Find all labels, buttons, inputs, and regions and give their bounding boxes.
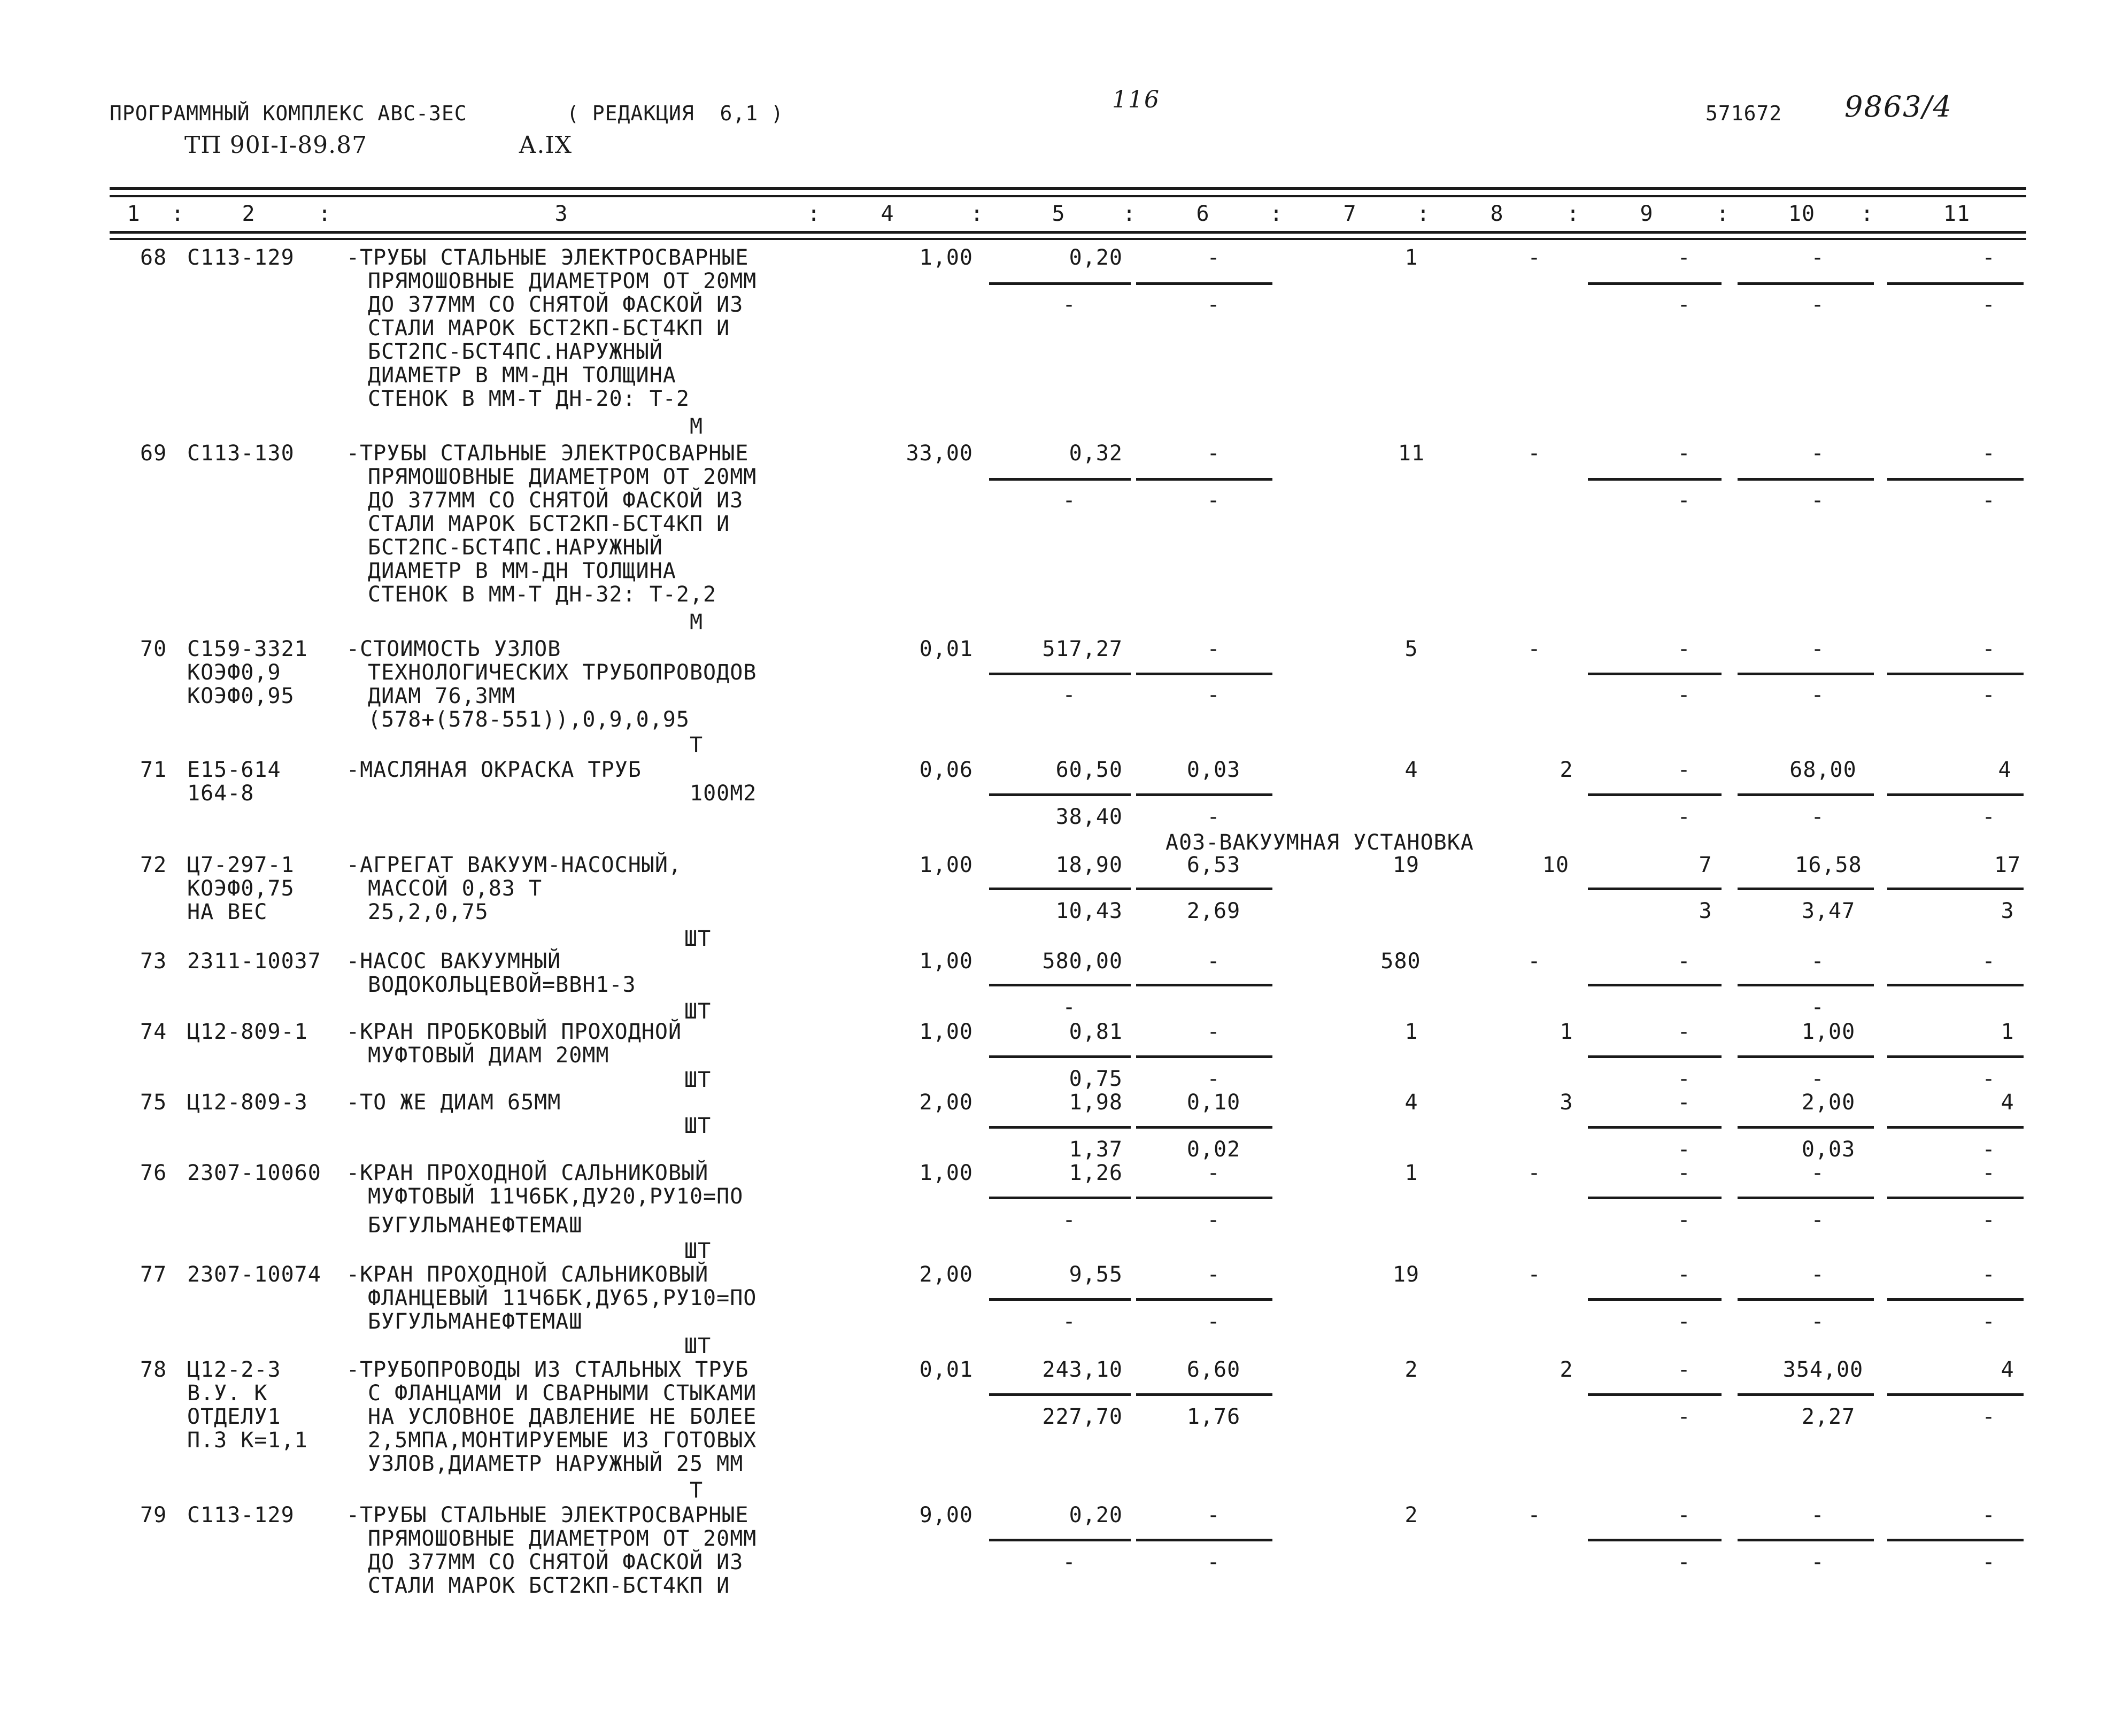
row-description: БСТ2ПС-БСТ4ПС.НАРУЖНЫЙ — [368, 535, 663, 560]
col-header: 10 — [1788, 202, 1816, 226]
cell-col6-sub: 0,02 — [1186, 1137, 1241, 1162]
cell-col10: 68,00 — [1789, 758, 1857, 782]
row-number: 75 — [140, 1090, 167, 1115]
col-header: 1 — [127, 202, 141, 226]
cell-price: 0,20 — [1069, 245, 1123, 270]
cell-col7: 19 — [1392, 853, 1420, 877]
cell-col11-sub: - — [1982, 805, 1996, 829]
cell-col8: 3 — [1560, 1090, 1573, 1115]
cell-col9-sub: - — [1677, 488, 1691, 513]
row-code: 164-8 — [187, 781, 254, 806]
row-description: ДИАМ 76,3ММ — [368, 684, 515, 708]
cell-price: 243,10 — [1042, 1357, 1123, 1382]
cell-col10: - — [1811, 441, 1825, 466]
cell-col7: 580 — [1380, 949, 1421, 974]
row-description: (578+(578-551)),0,9,0,95 — [368, 707, 690, 732]
row-description: НА УСЛОВНОЕ ДАВЛЕНИЕ НЕ БОЛЕЕ — [368, 1405, 757, 1429]
cell-price-sub: - — [1062, 995, 1076, 1020]
cell-quantity: 1,00 — [919, 1020, 973, 1044]
cell-col11: 4 — [1998, 758, 2012, 782]
row-number: 70 — [140, 637, 167, 661]
cell-quantity: 2,00 — [919, 1262, 973, 1287]
row-description: -КРАН ПРОБКОВЫЙ ПРОХОДНОЙ — [346, 1020, 682, 1044]
row-description: ДИАМЕТР В ММ-ДН ТОЛЩИНА — [368, 363, 676, 388]
cell-col11-sub: - — [1982, 488, 1996, 513]
row-code: 2307-10060 — [187, 1161, 321, 1185]
row-description: -МАСЛЯНАЯ ОКРАСКА ТРУБ — [346, 758, 642, 782]
cell-col8: 10 — [1542, 853, 1570, 877]
row-description: ДО 377ММ СО СНЯТОЙ ФАСКОЙ ИЗ — [368, 488, 744, 513]
row-unit: М — [690, 414, 704, 439]
cell-col9: - — [1677, 245, 1691, 270]
cell-price-sub: 10,43 — [1055, 899, 1123, 923]
cell-col9-sub: - — [1677, 805, 1691, 829]
cell-col6: 6,60 — [1186, 1357, 1241, 1382]
cell-col8: - — [1527, 1262, 1541, 1287]
row-unit: ШТ — [684, 999, 712, 1024]
cell-price-sub: - — [1062, 1309, 1076, 1334]
cell-col6-sub: - — [1207, 683, 1221, 707]
section-heading: А03-ВАКУУМНАЯ УСТАНОВКА — [1165, 830, 1474, 855]
row-code: КОЭФ0,9 — [187, 660, 281, 685]
cell-col11: 17 — [1994, 853, 2021, 877]
row-description: СТАЛИ МАРОК БСТ2КП-БСТ4КП И — [368, 1573, 730, 1598]
row-code: Е15-614 — [187, 758, 281, 782]
col-header: 6 — [1196, 202, 1210, 226]
row-code: С159-3321 — [187, 637, 308, 661]
cell-price-sub: - — [1062, 1208, 1076, 1232]
cell-col10: - — [1811, 949, 1825, 974]
table-top-rule — [110, 187, 2026, 190]
cell-quantity: 0,01 — [919, 1357, 973, 1382]
row-number: 72 — [140, 853, 167, 877]
cell-price: 1,26 — [1069, 1161, 1123, 1185]
cell-col11: 4 — [2001, 1090, 2014, 1115]
row-description: 25,2,0,75 — [368, 900, 489, 924]
row-code: П.3 К=1,1 — [187, 1428, 308, 1453]
row-unit: ШТ — [684, 1068, 712, 1092]
cell-col10-sub: 0,03 — [1801, 1137, 1856, 1162]
cell-col11-sub: - — [1982, 1208, 1996, 1232]
program-title: ПРОГРАММНЫЙ КОМПЛЕКС АВС-3ЕС — [110, 102, 467, 125]
cell-price-sub: 227,70 — [1042, 1405, 1123, 1429]
cell-col9: - — [1677, 1161, 1691, 1185]
row-description: ДИАМЕТР В ММ-ДН ТОЛЩИНА — [368, 559, 676, 583]
cell-col7: 19 — [1392, 1262, 1420, 1287]
cell-col9-sub: - — [1677, 1208, 1691, 1232]
row-description: ДО 377ММ СО СНЯТОЙ ФАСКОЙ ИЗ — [368, 292, 744, 317]
row-unit: Т — [690, 733, 704, 758]
cell-col7: 1 — [1404, 245, 1418, 270]
cell-col11: - — [1982, 637, 1996, 661]
row-description: -НАСОС ВАКУУМНЫЙ — [346, 949, 561, 974]
row-description: БУГУЛЬМАНЕФТЕМАШ — [368, 1213, 583, 1238]
cell-col9: - — [1677, 949, 1691, 974]
cell-col11: 1 — [2001, 1020, 2014, 1044]
row-unit: ШТ — [684, 1114, 712, 1138]
cell-col10-sub: 3,47 — [1801, 899, 1856, 923]
cell-price-sub: - — [1062, 683, 1076, 707]
cell-col8: - — [1527, 1161, 1541, 1185]
row-description: -ТРУБОПРОВОДЫ ИЗ СТАЛЬНЫХ ТРУБ — [346, 1357, 749, 1382]
cell-col11: - — [1982, 245, 1996, 270]
row-description: 2,5МПА,МОНТИРУЕМЫЕ ИЗ ГОТОВЫХ — [368, 1428, 757, 1453]
cell-quantity: 33,00 — [906, 441, 973, 466]
cell-col6: - — [1207, 245, 1221, 270]
row-code: Ц12-2-3 — [187, 1357, 281, 1382]
cell-col9-sub: - — [1677, 683, 1691, 707]
row-number: 77 — [140, 1262, 167, 1287]
cell-col6: 0,03 — [1186, 758, 1241, 782]
row-description: МУФТОВЫЙ 11Ч6БК,ДУ20,РУ10=ПО — [368, 1184, 744, 1209]
cell-col9-sub: - — [1677, 1405, 1691, 1429]
cell-price: 9,55 — [1069, 1262, 1123, 1287]
cell-quantity: 1,00 — [919, 1161, 973, 1185]
cell-col6: - — [1207, 1262, 1221, 1287]
cell-col6: - — [1207, 1503, 1221, 1527]
column-header-rule — [110, 231, 2026, 234]
cell-col9: - — [1677, 1262, 1691, 1287]
cell-col6-sub: - — [1207, 488, 1221, 513]
cell-col6-sub: - — [1207, 1309, 1221, 1334]
cell-col11: - — [1982, 1262, 1996, 1287]
cell-col9: - — [1677, 758, 1691, 782]
row-number: 76 — [140, 1161, 167, 1185]
sheet-number: 9863/4 — [1844, 90, 1952, 124]
row-code: 2307-10074 — [187, 1262, 321, 1287]
cell-price-sub: 1,37 — [1069, 1137, 1123, 1162]
cell-col10-sub: - — [1811, 995, 1825, 1020]
row-description: -АГРЕГАТ ВАКУУМ-НАСОСНЫЙ, — [346, 853, 682, 877]
row-description: СТЕНОК В ММ-Т ДН-32: Т-2,2 — [368, 582, 717, 607]
cell-col10-sub: - — [1811, 292, 1825, 317]
cell-col8: 1 — [1560, 1020, 1573, 1044]
cell-col9-sub: 3 — [1699, 899, 1712, 923]
cell-col6-sub: 1,76 — [1186, 1405, 1241, 1429]
cell-col7: 5 — [1404, 637, 1418, 661]
row-description: -СТОИМОСТЬ УЗЛОВ — [346, 637, 561, 661]
cell-col9: - — [1677, 1090, 1691, 1115]
cell-col6-sub: - — [1207, 1550, 1221, 1575]
cell-col8: 2 — [1560, 758, 1573, 782]
col-header: 4 — [881, 202, 894, 226]
row-number: 69 — [140, 441, 167, 466]
cell-col6: - — [1207, 637, 1221, 661]
row-description: ФЛАНЦЕВЫЙ 11Ч6БК,ДУ65,РУ10=ПО — [368, 1286, 757, 1310]
row-number: 74 — [140, 1020, 167, 1044]
cell-quantity: 0,06 — [919, 758, 973, 782]
cell-quantity: 1,00 — [919, 949, 973, 974]
cell-col9-sub: - — [1677, 1067, 1691, 1091]
row-number: 71 — [140, 758, 167, 782]
cell-col9-sub: - — [1677, 1137, 1691, 1162]
cell-col7: 4 — [1404, 1090, 1418, 1115]
cell-price: 0,81 — [1069, 1020, 1123, 1044]
row-description: БУГУЛЬМАНЕФТЕМАШ — [368, 1309, 583, 1334]
cell-col8: - — [1527, 245, 1541, 270]
cell-col9: - — [1677, 1503, 1691, 1527]
row-description: СТАЛИ МАРОК БСТ2КП-БСТ4КП И — [368, 316, 730, 341]
cell-col10-sub: - — [1811, 488, 1825, 513]
row-description: -КРАН ПРОХОДНОЙ САЛЬНИКОВЫЙ — [346, 1161, 709, 1185]
cell-price: 0,32 — [1069, 441, 1123, 466]
cell-col7: 1 — [1404, 1020, 1418, 1044]
cell-col10: 1,00 — [1801, 1020, 1856, 1044]
col-header: 8 — [1490, 202, 1504, 226]
cell-col7: 2 — [1404, 1503, 1418, 1527]
cell-col6-sub: 2,69 — [1186, 899, 1241, 923]
cell-col11-sub: - — [1982, 1067, 1996, 1091]
row-code: С113-129 — [187, 1503, 295, 1527]
row-description: ПРЯМОШОВНЫЕ ДИАМЕТРОМ ОТ 20ММ — [368, 1526, 757, 1551]
col-header: 11 — [1943, 202, 1971, 226]
cell-col10-sub: - — [1811, 1067, 1825, 1091]
row-code: 2311-10037 — [187, 949, 321, 974]
row-code: Ц7-297-1 — [187, 853, 295, 877]
project-code: ТП 90I-I-89.87 — [184, 132, 368, 159]
column-header-rule-2 — [110, 238, 2026, 240]
col-header: 9 — [1640, 202, 1654, 226]
cell-col9: - — [1677, 1357, 1691, 1382]
cell-col9: - — [1677, 637, 1691, 661]
cell-quantity: 0,01 — [919, 637, 973, 661]
cell-col10-sub: 2,27 — [1801, 1405, 1856, 1429]
cell-col9-sub: - — [1677, 1550, 1691, 1575]
cell-col10: 16,58 — [1795, 853, 1862, 877]
cell-col11-sub: - — [1982, 1309, 1996, 1334]
row-description: БСТ2ПС-БСТ4ПС.НАРУЖНЫЙ — [368, 340, 663, 364]
row-description: -ТРУБЫ СТАЛЬНЫЕ ЭЛЕКТРОСВАРНЫЕ — [346, 245, 749, 270]
cell-col6: - — [1207, 1020, 1221, 1044]
cell-col11-sub: - — [1982, 683, 1996, 707]
cell-col9: - — [1677, 1020, 1691, 1044]
row-description: МАССОЙ 0,83 Т — [368, 876, 543, 901]
cell-col9: 7 — [1699, 853, 1712, 877]
row-unit: ШТ — [684, 927, 712, 951]
cell-price: 18,90 — [1055, 853, 1123, 877]
cell-col10: - — [1811, 1161, 1825, 1185]
cell-col10-sub: - — [1811, 805, 1825, 829]
row-unit: ШТ — [684, 1334, 712, 1359]
row-description: УЗЛОВ,ДИАМЕТР НАРУЖНЫЙ 25 ММ — [368, 1452, 744, 1476]
cell-price-sub: - — [1062, 1550, 1076, 1575]
cell-col11: - — [1982, 1161, 1996, 1185]
cell-col6: - — [1207, 441, 1221, 466]
cell-col9-sub: - — [1677, 292, 1691, 317]
row-description: -ТРУБЫ СТАЛЬНЫЕ ЭЛЕКТРОСВАРНЫЕ — [346, 441, 749, 466]
row-code: ОТДЕЛУ1 — [187, 1405, 281, 1429]
cell-quantity: 1,00 — [919, 245, 973, 270]
row-number: 79 — [140, 1503, 167, 1527]
cell-col11: - — [1982, 441, 1996, 466]
cell-col10-sub: - — [1811, 683, 1825, 707]
cell-col6-sub: - — [1207, 292, 1221, 317]
row-number: 73 — [140, 949, 167, 974]
cell-price-sub: 38,40 — [1055, 805, 1123, 829]
col-header: 7 — [1343, 202, 1357, 226]
row-unit: Т — [690, 1478, 704, 1503]
cell-col7: 2 — [1404, 1357, 1418, 1382]
cell-price: 1,98 — [1069, 1090, 1123, 1115]
row-description: ПРЯМОШОВНЫЕ ДИАМЕТРОМ ОТ 20ММ — [368, 269, 757, 294]
cell-col6: - — [1207, 1161, 1221, 1185]
cell-col11-sub: - — [1982, 1137, 1996, 1162]
cell-col7: 11 — [1398, 441, 1425, 466]
cell-col8: - — [1527, 637, 1541, 661]
row-unit: М — [690, 610, 704, 635]
cell-quantity: 1,00 — [919, 853, 973, 877]
row-code: КОЭФ0,75 — [187, 876, 295, 901]
cell-col6-sub: - — [1207, 805, 1221, 829]
row-description: ТЕХНОЛОГИЧЕСКИХ ТРУБОПРОВОДОВ — [368, 660, 757, 685]
cell-col8: - — [1527, 949, 1541, 974]
cell-col6: 0,10 — [1186, 1090, 1241, 1115]
cell-col10-sub: - — [1811, 1550, 1825, 1575]
cell-col8: - — [1527, 441, 1541, 466]
row-code: Ц12-809-1 — [187, 1020, 308, 1044]
doc-code: 571672 — [1705, 102, 1782, 125]
row-description: ДО 377ММ СО СНЯТОЙ ФАСКОЙ ИЗ — [368, 1550, 744, 1575]
cell-col7: 4 — [1404, 758, 1418, 782]
cell-col10: - — [1811, 1503, 1825, 1527]
document-page: ПРОГРАММНЫЙ КОМПЛЕКС АВС-3ЕС ( РЕДАКЦИЯ 6,1 ) 116 571672 9863/4 ТП 90I-I-89.87 А.IX 1 2 3 4 5 6 7 8 9 10 11 : : : : : : : : : : 68 С113-129 -ТРУБЫ СТАЛЬНЫЕ ЭЛЕКТРОСВАРНЫЕ ПРЯМОШОВНЫЕ ДИАМЕТРОМ ОТ 20ММ ДО 377ММ СО СНЯТОЙ ФАСКОЙ ИЗ СТАЛИ МАРОК БСТ2КП-БСТ4КП И БСТ2ПС-БСТ4ПС.НАРУЖНЫЙ ДИАМЕТР В ММ-ДН ТОЛЩИНА СТЕНОК В ММ-Т ДН-20: Т-2 М 1,00 0,20 - - - 1 - - - - - - - 69 С113-130 -ТРУБЫ СТАЛЬНЫЕ ЭЛЕКТРОСВАРНЫЕ ПРЯМОШОВНЫЕ ДИАМЕТРОМ ОТ 20ММ ДО 377ММ СО СНЯТОЙ ФАСКОЙ ИЗ СТАЛИ МАРОК БСТ2КП-БСТ4КП И БСТ2ПС-БСТ4ПС.НАРУЖНЫЙ ДИАМЕТР В ММ-ДН ТОЛЩИНА СТЕНОК В ММ-Т ДН-32: Т-2,2 М 33,00 0,32 - - - 11 - - - - - - - 70 С159-3321 КОЭФ0,9 КОЭФ0,95 -СТОИМОСТЬ УЗЛОВ ТЕХНОЛОГИЧЕСКИХ ТРУБОПРОВОДОВ ДИАМ 76,3ММ (578+(578-551)),0,9,0,95 Т 0,01 517,27 - - - 5 - - - - - - - 71 Е15-614 164-8 -МАСЛЯНАЯ ОКРАСКА ТРУБ 100М2 0,06 60,50 38,40 0,03 - 4 2 - - 68,00 - 4 - А03-ВАКУУМНАЯ УСТАНОВКА 72 Ц7-297-1 КОЭФ0,75 НА ВЕС -АГРЕГАТ ВАКУУМ-НАСОСНЫЙ, МАССОЙ 0,83 Т 25,2,0,75 ШТ 1,00 18,90 10,43 6,53 2,69 19 10 7 3 16,58 3,47 17 3 73 2311-10037 -НАСОС ВАКУУМНЫЙ ВОДОКОЛЬЦЕВОЙ=ВВН1-3 ШТ 1,00 580,00 - - 580 - - - - - 74 Ц12-809-1 -КРАН ПРОБКОВЫЙ ПРОХОДНОЙ МУФТОВЫЙ ДИАМ 20ММ ШТ 1,00 0,81 0,75 - - 1 1 - - 1,00 - 1 - 75 Ц12-809-3 -ТО ЖЕ ДИАМ 65ММ ШТ 2,00 1,98 1,37 0,10 0,02 4 3 - - 2,00 0,03 4 - 76 2307-10060 -КРАН ПРОХОДНОЙ САЛЬНИКОВЫЙ МУФТОВЫЙ 11Ч6БК,ДУ20,РУ10=ПО БУГУЛЬМАНЕФТЕМАШ ШТ 1,00 1,26 - - - 1 - - - - - - - 77 2307-10074 -КРАН ПРОХОДНОЙ САЛЬНИКОВЫЙ ФЛАНЦЕВЫЙ 11Ч6БК,ДУ65,РУ10=ПО БУГУЛЬМАНЕФТЕМАШ ШТ 2,00 9,55 - - - 19 - - - - - - - 78 Ц12-2-3 В.У. К ОТДЕЛУ1 П.3 К=1,1 -ТРУБОПРОВОДЫ ИЗ СТАЛЬНЫХ ТРУБ С ФЛАНЦАМИ И СВАРНЫМИ СТЫКАМИ НА УСЛОВНОЕ ДАВЛЕНИЕ НЕ БОЛЕЕ 2,5МПА,МОНТИРУЕМЫЕ ИЗ ГОТОВЫХ УЗЛОВ,ДИАМЕТР НАРУЖНЫЙ 25 ММ Т 0,01 243,10 227,70 6,60 1,76 2 2 - - 354,00 2,27 4 - 79 С113-129 -ТРУБЫ СТАЛЬНЫЕ ЭЛЕКТРОСВАРНЫЕ ПРЯМОШОВНЫЕ ДИАМЕТРОМ ОТ 20ММ ДО 377ММ СО СНЯТОЙ ФАСКОЙ ИЗ СТАЛИ МАРОК БСТ2КП-БСТ4КП И 9,00 0,20 - - - 2 - - - - - - - — [0, 0, 2115, 1736]
cell-price: 0,20 — [1069, 1503, 1123, 1527]
row-code: КОЭФ0,95 — [187, 684, 295, 708]
row-code: Ц12-809-3 — [187, 1090, 308, 1115]
cell-col6: - — [1207, 949, 1221, 974]
row-code: С113-130 — [187, 441, 295, 466]
cell-price-sub: 0,75 — [1069, 1067, 1123, 1091]
col-header: 3 — [554, 202, 568, 226]
cell-col10: - — [1811, 1262, 1825, 1287]
cell-col11: 4 — [2001, 1357, 2014, 1382]
row-description: МУФТОВЫЙ ДИАМ 20ММ — [368, 1043, 609, 1068]
cell-col10: 354,00 — [1782, 1357, 1864, 1382]
row-code: НА ВЕС — [187, 900, 268, 924]
row-code: В.У. К — [187, 1381, 268, 1406]
cell-price: 580,00 — [1042, 949, 1123, 974]
cell-col10: - — [1811, 245, 1825, 270]
row-description: -КРАН ПРОХОДНОЙ САЛЬНИКОВЫЙ — [346, 1262, 709, 1287]
row-description: С ФЛАНЦАМИ И СВАРНЫМИ СТЫКАМИ — [368, 1381, 757, 1406]
cell-col9-sub: - — [1677, 1309, 1691, 1334]
cell-col6: 6,53 — [1186, 853, 1241, 877]
row-number: 78 — [140, 1357, 167, 1382]
row-unit: ШТ — [684, 1239, 712, 1263]
cell-col6-sub: - — [1207, 1208, 1221, 1232]
cell-price: 517,27 — [1042, 637, 1123, 661]
cell-col7: 1 — [1404, 1161, 1418, 1185]
cell-col11: - — [1982, 1503, 1996, 1527]
row-description: СТЕНОК В ММ-Т ДН-20: Т-2 — [368, 387, 690, 411]
col-header: 2 — [242, 202, 256, 226]
cell-price: 60,50 — [1055, 758, 1123, 782]
row-code: С113-129 — [187, 245, 295, 270]
row-description: ВОДОКОЛЬЦЕВОЙ=ВВН1-3 — [368, 973, 636, 997]
cell-col10-sub: - — [1811, 1208, 1825, 1232]
cell-price-sub: - — [1062, 488, 1076, 513]
cell-quantity: 9,00 — [919, 1503, 973, 1527]
row-number: 68 — [140, 245, 167, 270]
cell-col11-sub: - — [1982, 292, 1996, 317]
cell-col8: - — [1527, 1503, 1541, 1527]
cell-col11: - — [1982, 949, 1996, 974]
cell-col10: 2,00 — [1801, 1090, 1856, 1115]
cell-price-sub: - — [1062, 292, 1076, 317]
cell-col6-sub: - — [1207, 1067, 1221, 1091]
cell-col11-sub: 3 — [2001, 899, 2014, 923]
cell-col11-sub: - — [1982, 1405, 1996, 1429]
cell-col10: - — [1811, 637, 1825, 661]
cell-quantity: 2,00 — [919, 1090, 973, 1115]
edition-label: ( РЕДАКЦИЯ 6,1 ) — [567, 102, 784, 125]
row-description: -ТРУБЫ СТАЛЬНЫЕ ЭЛЕКТРОСВАРНЫЕ — [346, 1503, 749, 1527]
row-unit: 100М2 — [690, 781, 757, 806]
table-top-rule-2 — [110, 195, 2026, 197]
cell-col9: - — [1677, 441, 1691, 466]
cell-col11-sub: - — [1982, 1550, 1996, 1575]
cell-col8: 2 — [1560, 1357, 1573, 1382]
row-description: -ТО ЖЕ ДИАМ 65ММ — [346, 1090, 561, 1115]
col-header: 5 — [1052, 202, 1066, 226]
cell-col10-sub: - — [1811, 1309, 1825, 1334]
page-number: 116 — [1112, 86, 1160, 113]
row-description: СТАЛИ МАРОК БСТ2КП-БСТ4КП И — [368, 512, 730, 536]
row-description: ПРЯМОШОВНЫЕ ДИАМЕТРОМ ОТ 20ММ — [368, 465, 757, 489]
album-code: А.IX — [519, 132, 573, 159]
